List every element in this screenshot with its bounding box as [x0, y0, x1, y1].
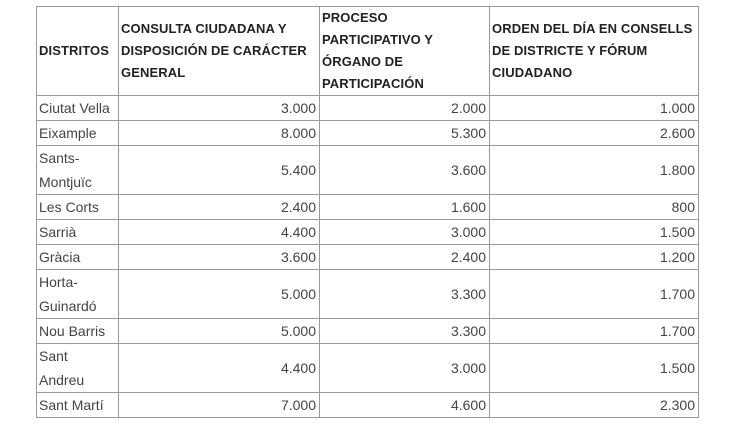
orden-cell: 1.500: [490, 220, 699, 245]
district-cell: Horta-Guinardó: [37, 270, 119, 319]
proceso-cell: 2.000: [320, 96, 490, 121]
table-row: [37, 195, 699, 220]
proceso-cell: 3.600: [320, 146, 490, 195]
table-row: [37, 220, 699, 245]
proceso-cell: 5.300: [320, 121, 490, 146]
consulta-cell: 5.000: [119, 319, 320, 344]
table-row: [37, 121, 699, 146]
consulta-cell: 4.400: [119, 344, 320, 393]
district-cell: Sant Andreu: [37, 344, 119, 393]
consulta-cell: 5.000: [119, 270, 320, 319]
consulta-cell: 5.400: [119, 146, 320, 195]
proceso-cell: 4.600: [320, 393, 490, 418]
proceso-cell: 3.300: [320, 270, 490, 319]
districts-table: [36, 6, 699, 418]
table-row: [37, 270, 699, 319]
consulta-cell: 8.000: [119, 121, 320, 146]
table-row: [37, 146, 699, 195]
orden-cell: 800: [490, 195, 699, 220]
table-header: [37, 7, 699, 96]
proceso-cell: 2.400: [320, 245, 490, 270]
header-distritos: DISTRITOS: [37, 7, 119, 96]
orden-cell: 1.000: [490, 96, 699, 121]
header-proceso: PROCESO PARTICIPATIVO Y ÓRGANO DE PARTICIPACIÓN: [320, 7, 490, 96]
district-cell: Eixample: [37, 121, 119, 146]
table-row: [37, 393, 699, 418]
table-row: [37, 245, 699, 270]
district-cell: Sants-Montjuïc: [37, 146, 119, 195]
orden-cell: 2.300: [490, 393, 699, 418]
proceso-cell: 1.600: [320, 195, 490, 220]
orden-cell: 1.700: [490, 270, 699, 319]
district-cell: Nou Barris: [37, 319, 119, 344]
orden-cell: 1.200: [490, 245, 699, 270]
consulta-cell: 3.600: [119, 245, 320, 270]
table-row: [37, 96, 699, 121]
header-row: [37, 7, 699, 96]
consulta-cell: 3.000: [119, 96, 320, 121]
orden-cell: 2.600: [490, 121, 699, 146]
orden-cell: 1.800: [490, 146, 699, 195]
proceso-cell: 3.000: [320, 344, 490, 393]
district-cell: Sant Martí: [37, 393, 119, 418]
district-cell: Ciutat Vella: [37, 96, 119, 121]
consulta-cell: 2.400: [119, 195, 320, 220]
district-cell: Gràcia: [37, 245, 119, 270]
consulta-cell: 7.000: [119, 393, 320, 418]
header-orden: ORDEN DEL DÍA EN CONSELLS DE DISTRICTE Y FÓRUM CIUDADANO: [490, 7, 699, 96]
table-row: [37, 319, 699, 344]
table-body: [37, 96, 699, 418]
district-cell: Sarrià: [37, 220, 119, 245]
header-consulta: CONSULTA CIUDADANA Y DISPOSICIÓN DE CARÁCTER GENERAL: [119, 7, 320, 96]
consulta-cell: 4.400: [119, 220, 320, 245]
orden-cell: 1.500: [490, 344, 699, 393]
district-cell: Les Corts: [37, 195, 119, 220]
proceso-cell: 3.300: [320, 319, 490, 344]
table-row: [37, 344, 699, 393]
orden-cell: 1.700: [490, 319, 699, 344]
table-container: [36, 6, 698, 418]
proceso-cell: 3.000: [320, 220, 490, 245]
